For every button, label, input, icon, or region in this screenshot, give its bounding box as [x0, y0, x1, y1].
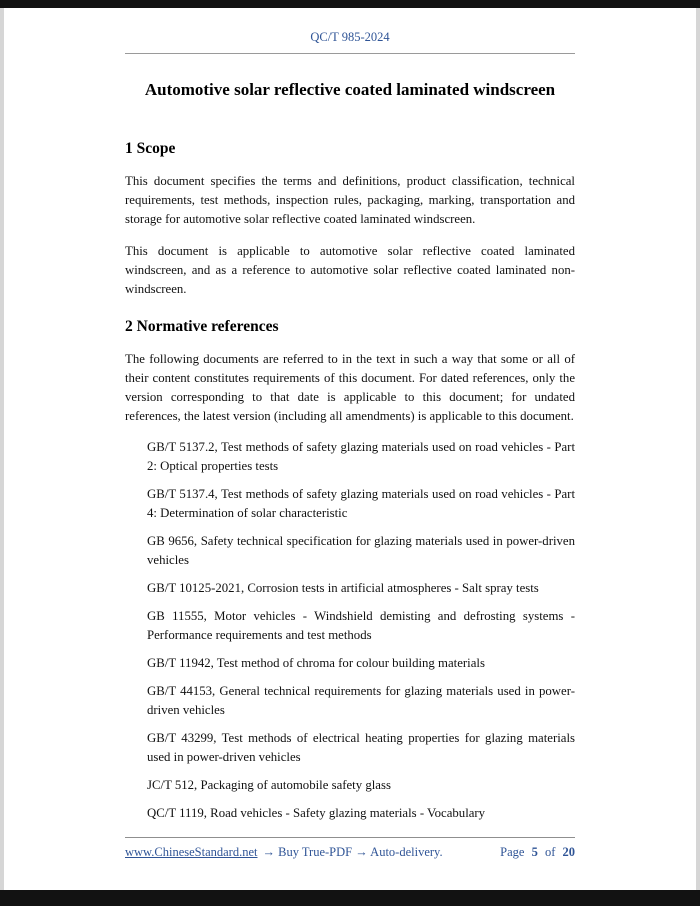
reference-item: JC/T 512, Packaging of automobile safety glass	[147, 778, 391, 792]
reference-item: GB/T 5137.4, Test methods of safety glazing materials used on road vehicles - Part 4: Determination of solar characteristic	[147, 487, 575, 520]
page-number: 5	[531, 845, 538, 859]
document-footer	[125, 837, 575, 860]
reference-item: GB 11555, Motor vehicles - Windshield demisting and defrosting systems - Performance requirements and test methods	[147, 609, 575, 642]
reference-item: GB/T 44153, General technical requirements for glazing materials used in power-driven vehicles	[147, 684, 575, 717]
standard-number: QC/T 985-2024	[310, 30, 390, 44]
header-divider	[125, 53, 575, 54]
reference-item: GB/T 43299, Test methods of electrical heating properties for glazing materials used in power-driven vehicles	[147, 731, 575, 764]
normative-intro-paragraph: The following documents are referred to in the text in such a way that some or all of their content constitutes requirements of this document. For dated references, only the version corresponding to that date is applicable to this document; for undated references, the latest version (including all amendments) is applicable to this document.	[125, 352, 575, 423]
page-indicator	[500, 845, 575, 860]
footer-tagline: → Buy True-PDF → Auto-delivery.	[262, 845, 443, 859]
reference-item: GB/T 10125-2021, Corrosion tests in artificial atmospheres - Salt spray tests	[147, 581, 539, 595]
page-total: 20	[562, 845, 575, 859]
reference-item: QC/T 1119, Road vehicles - Safety glazing materials - Vocabulary	[147, 806, 486, 820]
reference-item: GB/T 11942, Test method of chroma for colour building materials	[147, 656, 485, 670]
of-word: of	[544, 845, 556, 859]
section-heading-normative-references: 2 Normative references	[125, 318, 279, 335]
chinesestandard-link[interactable]: www.ChineseStandard.net	[125, 845, 258, 859]
section-heading-scope: 1 Scope	[125, 140, 176, 157]
document-page	[4, 8, 696, 890]
scope-paragraph-1: This document specifies the terms and definitions, product classification, technical requirements, test methods, inspection rules, packaging, marking, transportation and storage for automotive solar reflective coated laminated windscreen.	[125, 174, 575, 226]
document-title: Automotive solar reflective coated laminated windscreen	[144, 80, 556, 99]
reference-item: GB 9656, Safety technical specification for glazing materials used in power-driven vehicles	[147, 534, 575, 567]
document-header	[125, 30, 575, 54]
reference-list	[125, 438, 575, 823]
scope-paragraph-2: This document is applicable to automotive solar reflective coated laminated windscreen, and as a reference to automotive solar reflective coated laminated non-windscreen.	[125, 244, 575, 296]
page-word: Page	[500, 845, 525, 859]
footer-left	[125, 845, 443, 860]
reference-item: GB/T 5137.2, Test methods of safety glazing materials used on road vehicles - Part 2: Optical properties tests	[147, 440, 575, 473]
